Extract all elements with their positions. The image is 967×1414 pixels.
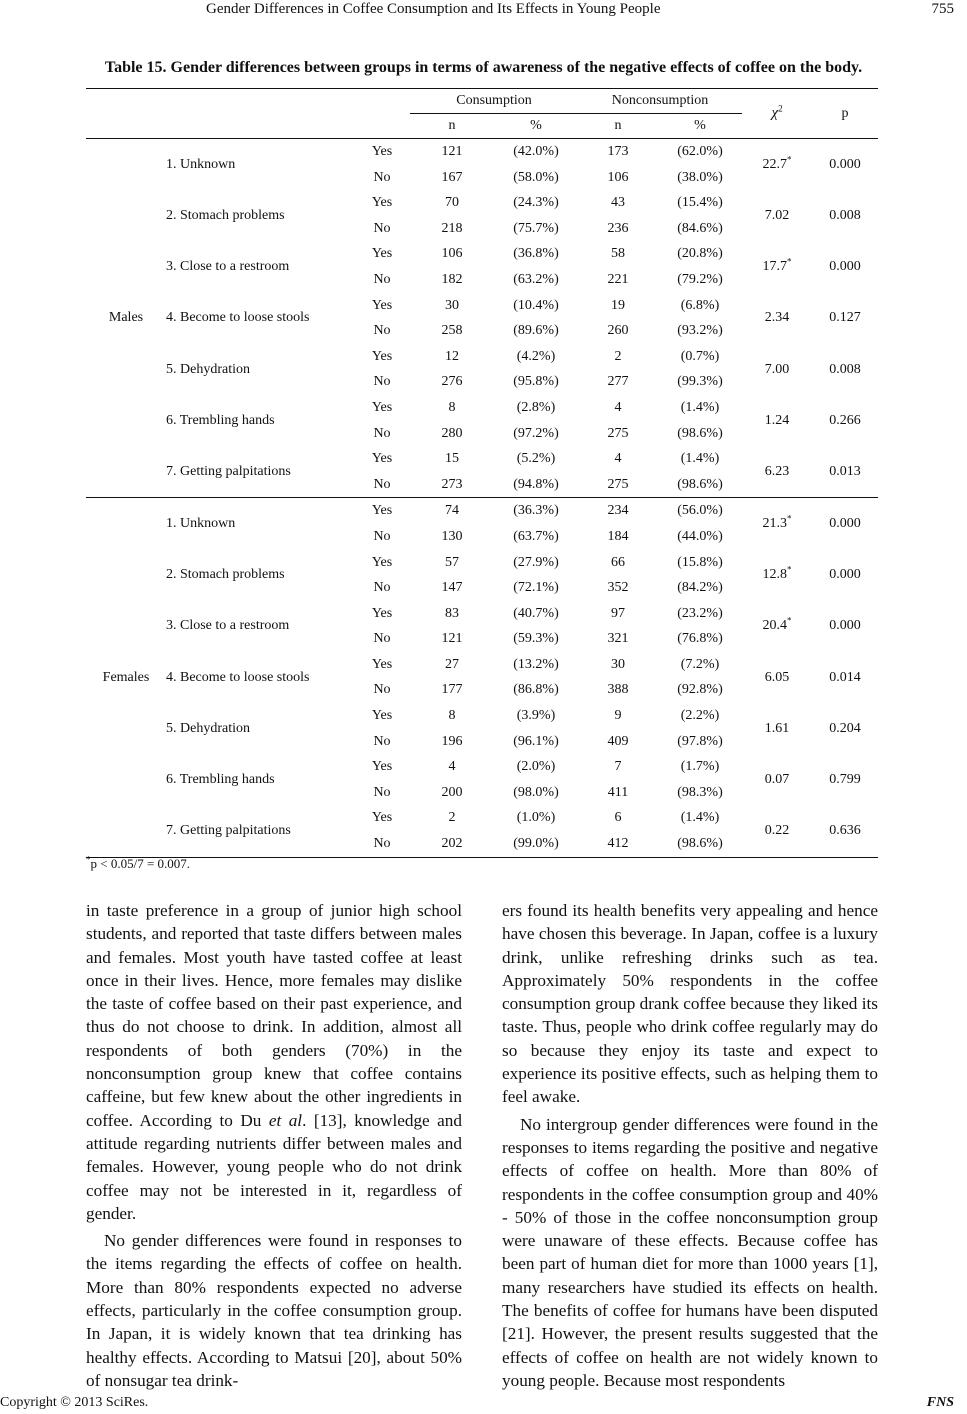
body-column-right [502, 899, 878, 1392]
cell-response: No [354, 472, 410, 498]
table-row [86, 754, 878, 780]
cell-response: Yes [371, 810, 393, 826]
cell-noncons-n: 277 [607, 374, 629, 390]
cell-cons-n: 83 [445, 605, 459, 621]
cell-response: Yes [371, 195, 393, 211]
cell-cons-n: 121 [441, 631, 463, 647]
cell-noncons-pct: (23.2%) [677, 605, 723, 621]
cell-p-value: 0.000 [829, 567, 861, 583]
cell-noncons-pct: (98.6%) [658, 831, 742, 857]
header-nonconsumption: Nonconsumption [578, 89, 742, 114]
item-label: 6. Trembling hands [166, 412, 275, 428]
paragraph: No intergroup gender differences were found in the responses to items regarding the positive and negative effects of coffee on health. More than 80% of respondents in the coffee consumption group and 40% - 50% of those in the coffee nonconsumption group were unaware of these effects. Because coffee has been part of human diet for more than 1000 years [1], many researchers have studied its effects on health. The benefits of coffee for humans have been disputed [21]. However, the present results suggested that the effects of coffee on health are not widely known to young people. Because most respondents [502, 1114, 878, 1390]
cell-cons-pct: (58.0%) [513, 169, 559, 185]
cell-noncons-pct: (98.6%) [677, 425, 723, 441]
cell-chi-square: 7.02 [764, 207, 790, 223]
cell-response: Yes [371, 759, 393, 775]
cell-noncons-pct: (84.2%) [677, 580, 723, 596]
header-consumption: Consumption [410, 89, 578, 114]
cell-response: No [373, 528, 391, 544]
cell-cons-pct: (59.3%) [513, 631, 559, 647]
cell-response: No [354, 831, 410, 857]
cell-cons-pct: (75.7%) [513, 220, 559, 236]
cell-chi-square: 6.23 [742, 446, 812, 498]
cell-noncons-n: 4 [614, 451, 622, 467]
cell-chi-square: 20.4* [762, 615, 792, 634]
cell-chi-square: 17.7* [762, 256, 792, 275]
cell-response: Yes [371, 656, 393, 672]
cell-cons-pct: (86.8%) [513, 682, 559, 698]
cell-response: No [373, 631, 391, 647]
cell-cons-n: 147 [441, 580, 463, 596]
table-row [86, 344, 878, 370]
cell-cons-pct: (5.2%) [516, 451, 556, 467]
cell-response: Yes [371, 297, 393, 313]
cell-noncons-pct: (1.4%) [680, 451, 720, 467]
cell-cons-pct: (94.8%) [494, 472, 578, 498]
cell-noncons-pct: (1.7%) [680, 759, 720, 775]
cell-p-value: 0.013 [812, 446, 878, 498]
cell-cons-pct: (95.8%) [513, 374, 559, 390]
item-label: 1. Unknown [166, 516, 236, 532]
paragraph: in taste preference in a group of junior high school students, and reported that taste differs between males and females. Most youth have tasted coffee at least once in their lives. Hence, more females may dislike the taste of coffee based on their past experience, and thus do not choose to drink. In addition, almost all respondents of both genders (70%) in the nonconsumption group knew that coffee contains caffeine, but few knew about the other ingredients in coffee. According to Du et al. [13], knowledge and attitude regarding nutrients differ between males and females. However, young people who do not drink coffee may not be interested in it, regardless of gender. [86, 901, 462, 1223]
cell-noncons-pct: (15.8%) [677, 554, 723, 570]
cell-chi-square: 1.61 [764, 720, 790, 736]
cell-p-value: 0.204 [829, 720, 861, 736]
cell-noncons-pct: (0.7%) [680, 348, 720, 364]
paragraph: ers found its health benefits very appealing and hence have chosen this beverage. In Japan, coffee is a luxury drink, unlike refreshing drinks such as tea. Approximately 50% respondents in the coffee consumption group drank coffee because they liked its taste. Thus, people who drink coffee regularly may do so because they enjoy its taste and expect to experience its positive effects, such as helping them to feel awake. [502, 901, 878, 1107]
cell-cons-pct: (42.0%) [513, 144, 559, 159]
cell-noncons-n: 19 [611, 297, 625, 313]
cell-response: No [373, 682, 391, 698]
cell-cons-pct: (89.6%) [513, 323, 559, 339]
cell-noncons-n: 352 [607, 580, 629, 596]
header-p: p [812, 89, 878, 139]
item-label: 5. Dehydration [166, 720, 250, 736]
cell-cons-pct: (2.8%) [516, 399, 556, 415]
cell-cons-n: 182 [441, 271, 463, 287]
table-row [86, 498, 878, 524]
cell-cons-pct: (72.1%) [513, 580, 559, 596]
table-footnote: *p < 0.05/7 = 0.007. [86, 854, 191, 871]
cell-p-value: 0.000 [829, 259, 861, 275]
table-row [86, 805, 878, 831]
cell-noncons-n: 30 [611, 656, 625, 672]
cell-noncons-n: 184 [607, 528, 629, 544]
cell-cons-n: 30 [445, 297, 459, 313]
cell-response: Yes [371, 348, 393, 364]
cell-chi-square: 0.07 [764, 772, 790, 788]
cell-cons-pct: (40.7%) [513, 605, 559, 621]
table-caption: Table 15. Gender differences between groups in terms of awareness of the negative effects of coffee on the body. [104, 59, 863, 76]
cell-noncons-n: 275 [578, 472, 658, 498]
cell-noncons-n: 58 [611, 246, 625, 262]
cell-cons-pct: (2.0%) [516, 759, 556, 775]
cell-cons-n: 177 [441, 682, 463, 698]
cell-cons-pct: (98.0%) [513, 784, 559, 800]
running-head-title: Gender Differences in Coffee Consumption and Its Effects in Young People [206, 1, 661, 17]
header-noncons-n: n [578, 114, 658, 139]
cell-response: Yes [371, 144, 393, 159]
cell-cons-pct: (36.3%) [513, 503, 559, 519]
cell-response: Yes [371, 503, 393, 519]
cell-p-value: 0.127 [829, 310, 861, 326]
cell-p-value: 0.008 [829, 361, 861, 377]
header-cons-n: n [410, 114, 494, 139]
item-label: 2. Stomach problems [166, 207, 285, 223]
cell-p-value: 0.636 [812, 805, 878, 857]
cell-noncons-n: 9 [614, 708, 622, 724]
cell-cons-n: 4 [448, 759, 456, 775]
group-label: Females [86, 498, 166, 857]
cell-cons-n: 70 [445, 195, 459, 211]
cell-cons-pct: (99.0%) [494, 831, 578, 857]
copyright-notice: Copyright © 2013 SciRes. [0, 1395, 149, 1410]
cell-noncons-n: 411 [607, 784, 629, 800]
cell-response: Yes [371, 708, 393, 724]
cell-p-value: 0.799 [829, 772, 861, 788]
item-label: 1. Unknown [166, 156, 236, 172]
item-label: 6. Trembling hands [166, 772, 275, 788]
header-chi-square: $\chi^2$ [742, 89, 812, 139]
cell-cons-n: 200 [441, 784, 463, 800]
cell-p-value: 0.014 [829, 669, 861, 685]
cell-noncons-pct: (76.8%) [677, 631, 723, 647]
cell-cons-pct: (1.0%) [516, 810, 556, 826]
cell-response: No [373, 220, 391, 236]
cell-noncons-pct: (1.4%) [680, 810, 720, 826]
running-head [0, 0, 967, 20]
cell-chi-square: 7.00 [764, 361, 790, 377]
cell-p-value: 0.000 [829, 618, 861, 634]
cell-noncons-pct: (99.3%) [677, 374, 723, 390]
cell-cons-pct: (36.8%) [513, 246, 559, 262]
cell-cons-n: 258 [441, 323, 463, 339]
cell-cons-n: 276 [441, 374, 463, 390]
cell-noncons-pct: (98.6%) [658, 472, 742, 498]
cell-chi-square: 6.05 [764, 669, 790, 685]
cell-response: No [373, 271, 391, 287]
table-row [86, 293, 878, 319]
cell-cons-n: 121 [441, 144, 463, 159]
header-cons-pct: % [494, 114, 578, 139]
header-blank [86, 89, 410, 139]
item-label: 7. Getting palpitations [166, 805, 354, 857]
table-row [86, 703, 878, 729]
cell-cons-pct: (63.2%) [513, 271, 559, 287]
cell-noncons-pct: (44.0%) [677, 528, 723, 544]
cell-noncons-pct: (92.8%) [677, 682, 723, 698]
item-label: 3. Close to a restroom [166, 259, 290, 275]
cell-noncons-n: 7 [614, 759, 622, 775]
cell-response: No [373, 733, 391, 749]
cell-chi-square: 12.8* [762, 564, 792, 583]
cell-noncons-pct: (7.2%) [680, 656, 720, 672]
item-label: 7. Getting palpitations [166, 446, 354, 498]
body-column-left [86, 899, 462, 1392]
cell-chi-square: 21.3* [762, 513, 792, 532]
cell-cons-n: 280 [441, 425, 463, 441]
cell-noncons-n: 66 [611, 554, 625, 570]
cell-response: Yes [371, 554, 393, 570]
cell-p-value: 0.266 [829, 412, 861, 428]
cell-cons-n: 74 [445, 503, 459, 519]
cell-noncons-pct: (38.0%) [677, 169, 723, 185]
cell-chi-square: 0.22 [742, 805, 812, 857]
cell-noncons-n: 106 [607, 169, 629, 185]
cell-cons-n: 2 [448, 810, 456, 826]
cell-noncons-pct: (98.3%) [677, 784, 723, 800]
cell-response: No [373, 169, 391, 185]
cell-noncons-n: 275 [607, 425, 629, 441]
cell-p-value: 0.000 [829, 156, 861, 172]
cell-noncons-pct: (20.8%) [677, 246, 723, 262]
table-row [86, 241, 878, 267]
page-number: 755 [931, 1, 954, 17]
group-label: Males [86, 139, 166, 498]
cell-noncons-n: 97 [611, 605, 625, 621]
cell-chi-square: 1.24 [764, 412, 790, 428]
cell-noncons-n: 409 [607, 733, 629, 749]
cell-noncons-pct: (79.2%) [677, 271, 723, 287]
cell-noncons-pct: (1.4%) [680, 399, 720, 415]
cell-noncons-pct: (93.2%) [677, 323, 723, 339]
item-label: 3. Close to a restroom [166, 618, 290, 634]
cell-cons-n: 130 [441, 528, 463, 544]
table-row [86, 190, 878, 216]
cell-cons-n: 8 [448, 399, 456, 415]
table-row [86, 395, 878, 421]
cell-cons-pct: (24.3%) [513, 195, 559, 211]
table-row [86, 550, 878, 576]
table-row [86, 446, 878, 472]
cell-cons-n: 273 [410, 472, 494, 498]
cell-noncons-n: 221 [607, 271, 629, 287]
cell-cons-n: 27 [445, 656, 459, 672]
cell-cons-n: 12 [445, 348, 459, 364]
cell-cons-pct: (13.2%) [513, 656, 559, 672]
cell-noncons-n: 236 [607, 220, 629, 236]
cell-noncons-pct: (56.0%) [677, 503, 723, 519]
cell-response: Yes [371, 246, 393, 262]
cell-noncons-pct: (97.8%) [677, 733, 723, 749]
journal-abbrev: FNS [926, 1395, 954, 1410]
cell-noncons-n: 234 [607, 503, 629, 519]
cell-response: No [373, 374, 391, 390]
item-label: 4. Become to loose stools [166, 669, 310, 685]
cell-noncons-n: 2 [614, 348, 622, 364]
item-label: 5. Dehydration [166, 361, 250, 377]
cell-cons-pct: (10.4%) [513, 297, 559, 313]
cell-cons-pct: (63.7%) [513, 528, 559, 544]
cell-response: No [373, 323, 391, 339]
cell-noncons-n: 412 [578, 831, 658, 857]
table-row [86, 601, 878, 627]
cell-response: No [373, 425, 391, 441]
cell-chi-square: 2.34 [764, 310, 790, 326]
cell-noncons-n: 173 [607, 144, 629, 159]
cell-response: Yes [371, 451, 393, 467]
table-row [86, 139, 878, 165]
cell-cons-pct: (27.9%) [513, 554, 559, 570]
results-table [86, 88, 878, 858]
cell-cons-n: 15 [445, 451, 459, 467]
cell-cons-n: 167 [441, 169, 463, 185]
item-label: 2. Stomach problems [166, 567, 285, 583]
cell-cons-n: 8 [448, 708, 456, 724]
cell-cons-pct: (97.2%) [513, 425, 559, 441]
item-label: 4. Become to loose stools [166, 310, 310, 326]
table-row [86, 652, 878, 678]
cell-cons-pct: (3.9%) [516, 708, 556, 724]
cell-response: Yes [371, 399, 393, 415]
cell-noncons-n: 260 [607, 323, 629, 339]
cell-noncons-pct: (84.6%) [677, 220, 723, 236]
cell-chi-square: 22.7* [762, 154, 792, 172]
cell-noncons-pct: (2.2%) [680, 708, 720, 724]
cell-response: No [373, 784, 391, 800]
cell-cons-n: 106 [441, 246, 463, 262]
cell-noncons-n: 321 [607, 631, 629, 647]
cell-cons-n: 218 [441, 220, 463, 236]
cell-response: Yes [371, 605, 393, 621]
cell-cons-n: 57 [445, 554, 459, 570]
header-noncons-pct: % [658, 114, 742, 139]
cell-p-value: 0.000 [829, 516, 861, 532]
cell-cons-pct: (4.2%) [516, 348, 556, 364]
cell-noncons-pct: (15.4%) [677, 195, 723, 211]
cell-noncons-n: 4 [614, 399, 622, 415]
cell-cons-n: 202 [410, 831, 494, 857]
paragraph: No gender differences were found in responses to the items regarding the effects of coffee on health. More than 80% respondents expected no adverse effects, particularly in the coffee consumption group. In Japan, it is widely known that tea drinking has healthy effects. According to Matsui [20], about 50% of nonsugar tea drink- [86, 1231, 462, 1390]
cell-noncons-n: 388 [607, 682, 629, 698]
cell-response: No [373, 580, 391, 596]
cell-p-value: 0.008 [829, 207, 861, 223]
cell-noncons-pct: (6.8%) [680, 297, 720, 313]
cell-noncons-pct: (62.0%) [677, 144, 723, 159]
cell-cons-n: 196 [441, 733, 463, 749]
cell-noncons-n: 6 [614, 810, 622, 826]
cell-noncons-n: 43 [611, 195, 625, 211]
cell-cons-pct: (96.1%) [513, 733, 559, 749]
